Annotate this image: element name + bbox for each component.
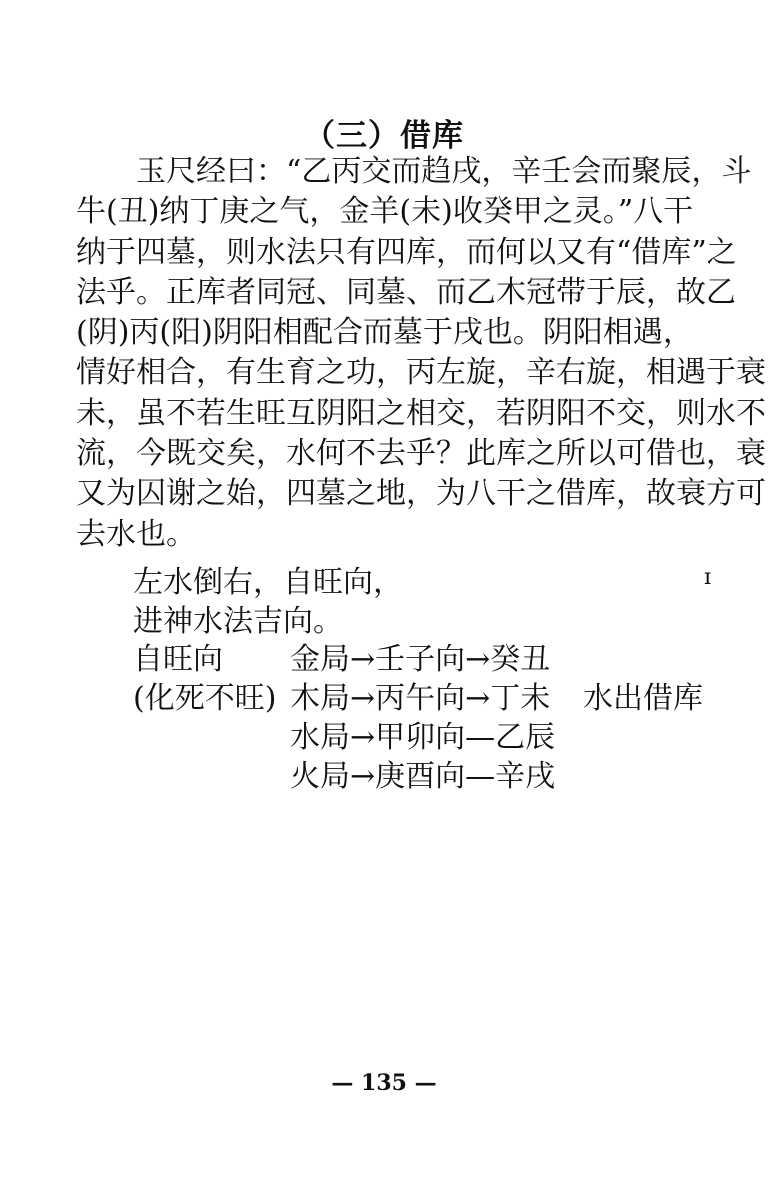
section-title: （三）借库: [304, 118, 464, 154]
paragraph-line: 去水也。: [76, 516, 196, 552]
margin-mark: ɪ: [704, 565, 712, 590]
page-number: — 135 —: [331, 1070, 437, 1096]
rule-line-1: 左水倒右，自旺向，: [133, 565, 403, 600]
paragraph-line: 纳于四墓，则水法只有四库，而何以又有“借库”之: [76, 234, 737, 270]
paragraph-line: 牛(丑)纳丁庚之气，金羊(未)收癸甲之灵。”八干: [76, 194, 694, 230]
table-label-1: 自旺向: [133, 642, 223, 677]
table-row-3: 水局→甲卯向—乙辰: [290, 720, 556, 755]
table-row-4: 火局→庚酉向—辛戌: [290, 759, 556, 794]
body-paragraph: [76, 152, 766, 555]
table-note: 水出借库: [583, 681, 703, 716]
paragraph-line: (阴)丙(阳)阴阳相配合而墓于戌也。阴阳相遇，: [76, 315, 693, 351]
paragraph-line: 玉尺经曰：“乙丙交而趋戌，辛壬会而聚辰，斗: [136, 154, 752, 189]
paragraph-line: 法乎。正库者同冠、同墓、而乙木冠带于辰，故乙: [76, 274, 736, 310]
rule-line-2: 进神水法吉向。: [133, 604, 343, 639]
paragraph-line: 未，虽不若生旺互阴阳之相交，若阴阳不交，则水不: [76, 395, 766, 431]
paragraph-line: 又为囚谢之始，四墓之地，为八干之借库，故衰方可: [76, 476, 766, 512]
table-label-2: (化死不旺): [133, 681, 277, 716]
table-row-2: 木局→丙午向→丁未: [290, 681, 551, 716]
table-row-1: 金局→壬子向→癸丑: [290, 642, 551, 677]
paragraph-line: 情好相合，有生育之功，丙左旋，辛右旋，相遇于衰: [76, 355, 766, 391]
paragraph-line: 流，今既交矣，水何不去乎？此库之所以可借也，衰: [76, 436, 766, 472]
